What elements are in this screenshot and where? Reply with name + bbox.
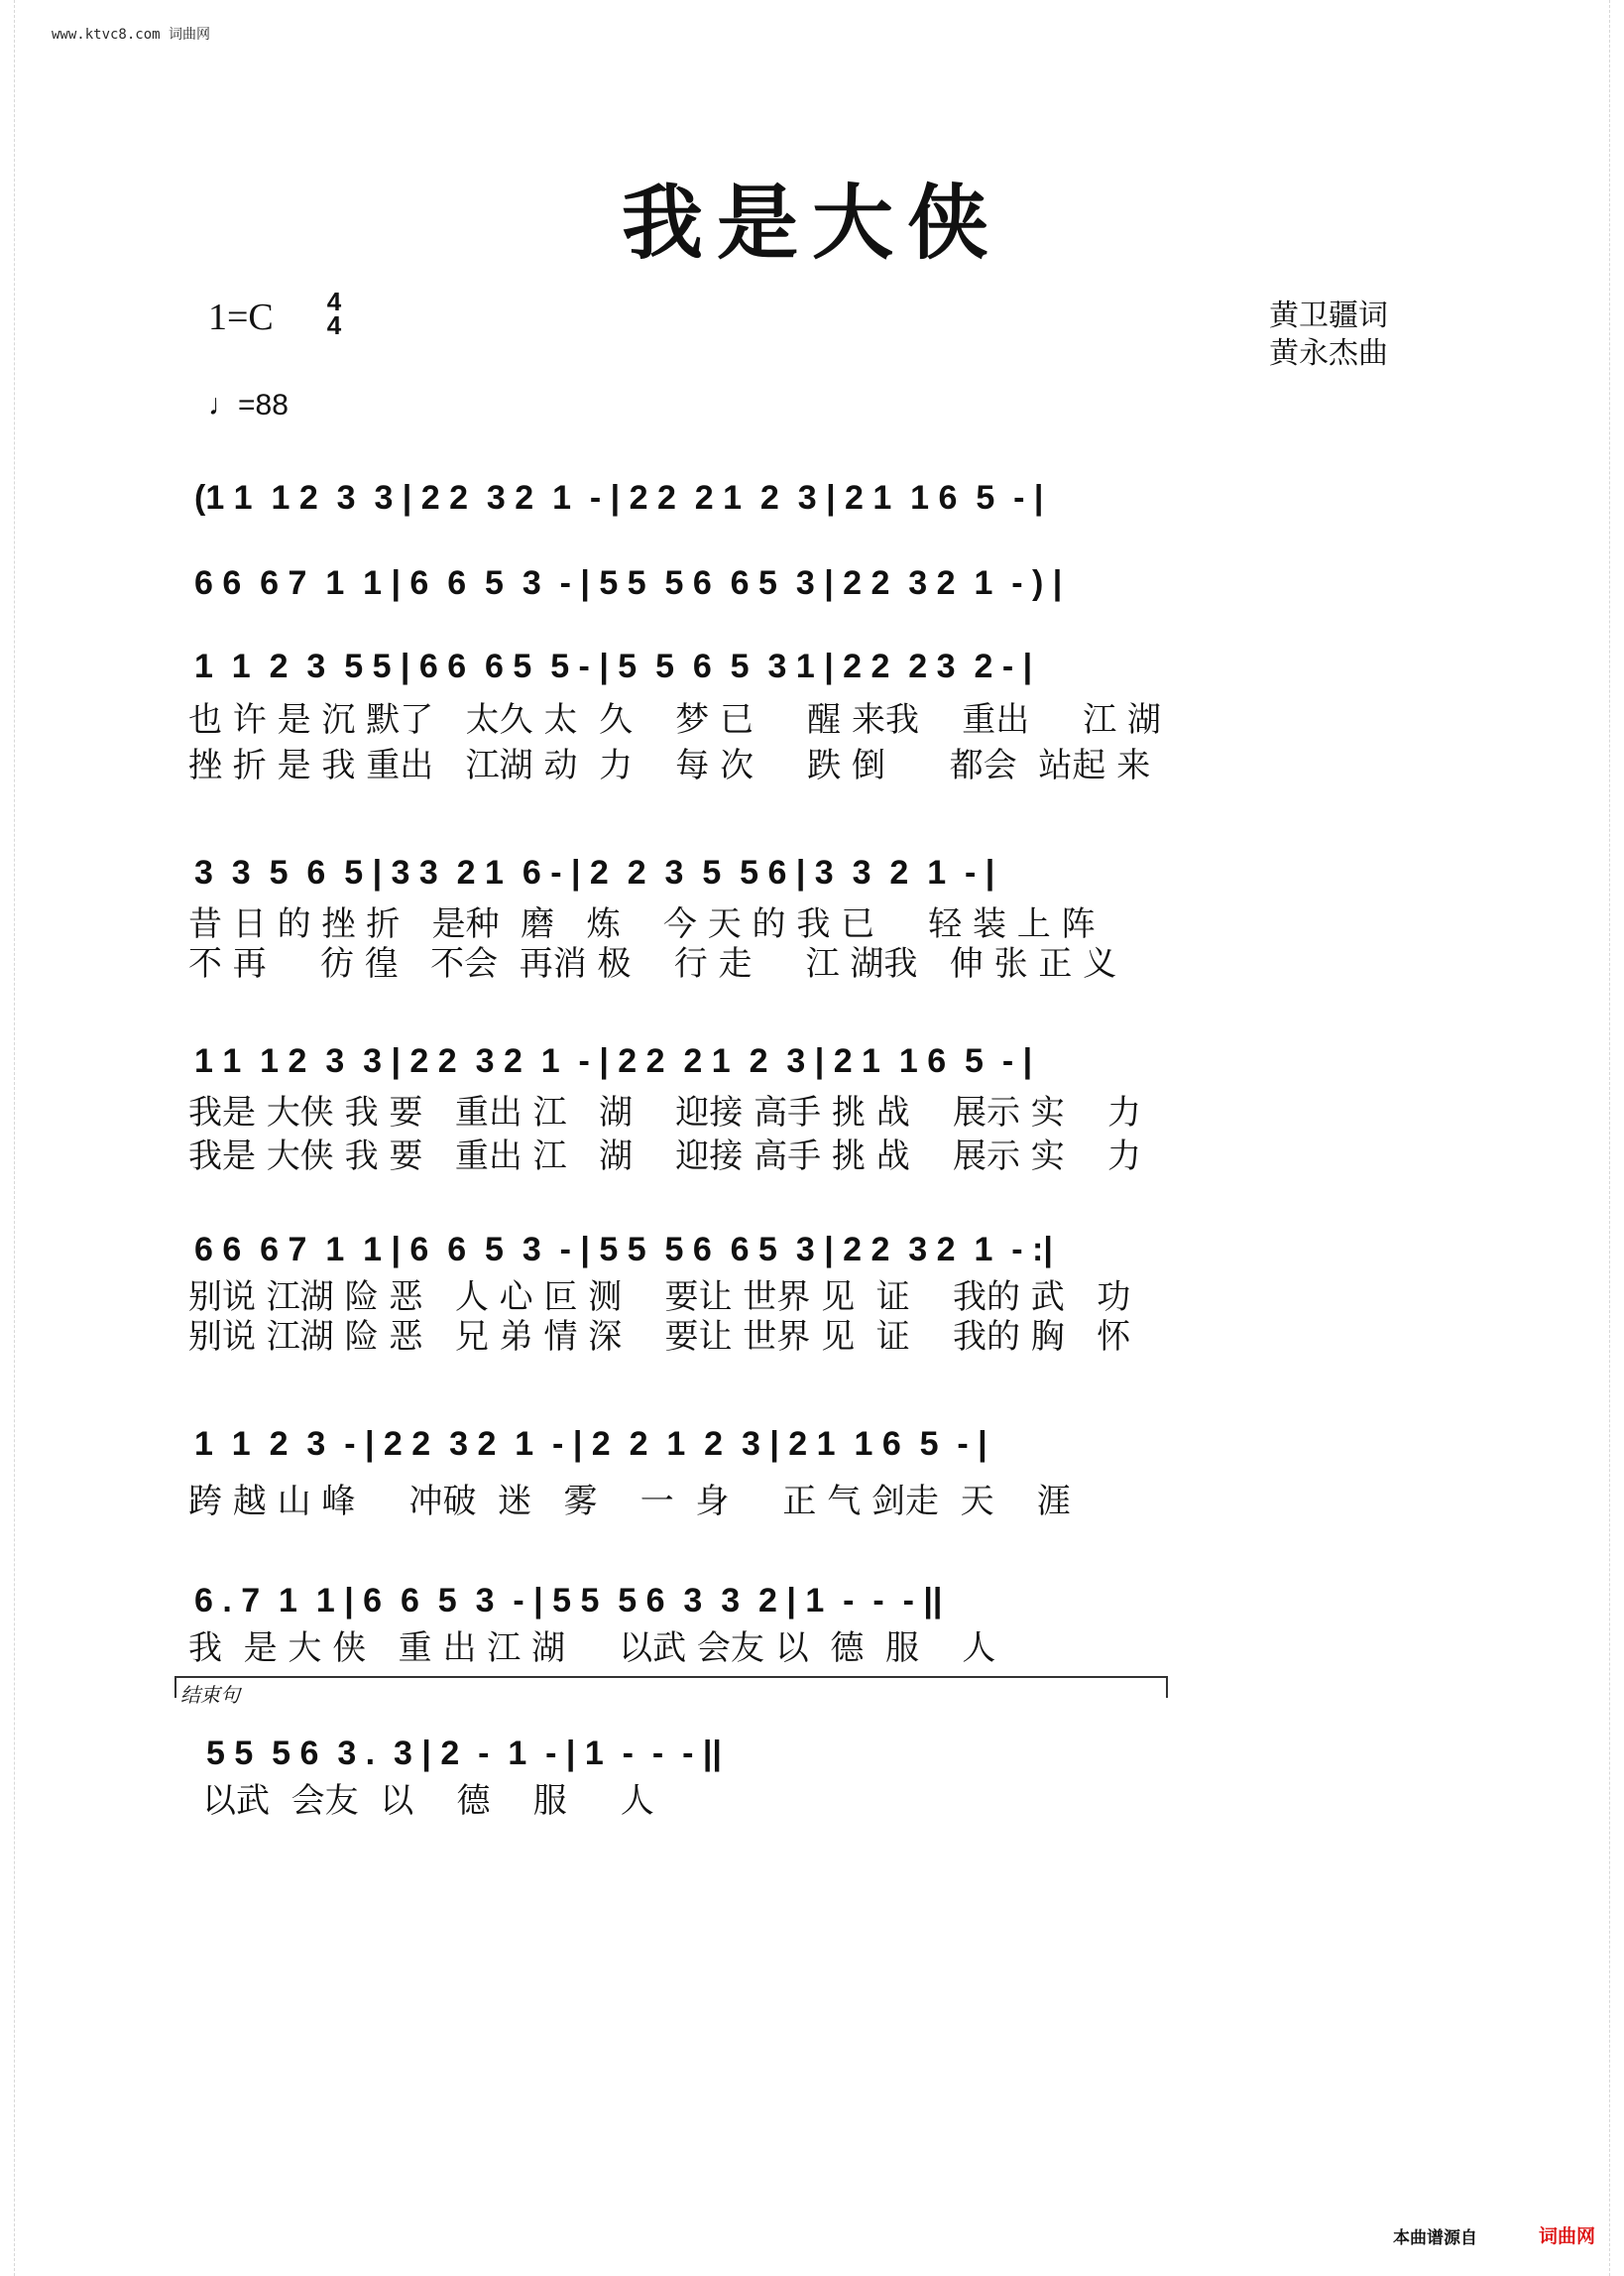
notation-line: 6 6 6 7 1 1 | 6 6 5 3 - | 5 5 5 6 6 5 3 | 2 2 3 2 1 - :| — [194, 1231, 1053, 1268]
lyric-line-1: 昔 日 的 挫 折 是种 磨 炼 今 天 的 我 已 轻 装 上 阵 — [188, 904, 1096, 944]
credits — [1269, 298, 1388, 373]
notation-line: 3 3 5 6 5 | 3 3 2 1 6 - | 2 2 3 5 5 6 | 3 3 2 1 - | — [194, 854, 995, 892]
ending-label: 结束句 — [180, 1683, 240, 1707]
time-signature-bottom: 4 — [326, 310, 342, 340]
lyric-line-2: 我是 大侠 我 要 重出 江 湖 迎接 高手 挑 战 展示 实 力 — [188, 1137, 1141, 1176]
ending-bracket — [174, 1676, 1168, 1698]
lyric-line-1: 跨 越 山 峰 冲破 迷 雾 一 身 正 气 剑走 天 涯 — [188, 1482, 1071, 1521]
lyric-line-1: 我 是 大 侠 重 出 江 湖 以武 会友 以 德 服 人 — [188, 1628, 996, 1668]
lyric-line-1: 别说 江湖 险 恶 人 心 叵 测 要让 世界 见 证 我的 武 功 — [188, 1277, 1131, 1317]
song-title: 我是大侠 — [621, 176, 1002, 271]
key-signature: 1=C — [208, 297, 274, 338]
lyric-line-2: 挫 折 是 我 重出 江湖 动 力 每 次 跌 倒 都会 站起 来 — [188, 746, 1151, 785]
left-margin-strip — [0, 0, 15, 2276]
footer-source-text: 本曲谱源自 — [1393, 2228, 1477, 2248]
notation-line: 6 6 6 7 1 1 | 6 6 5 3 - | 5 5 5 6 6 5 3 | 2 2 3 2 1 - ) | — [194, 564, 1063, 602]
notation-line: 1 1 1 2 3 3 | 2 2 3 2 1 - | 2 2 2 1 2 3 | 2 1 1 6 5 - | — [194, 1042, 1033, 1080]
composer-credit: 黄永杰曲 — [1269, 336, 1388, 371]
time-signature — [319, 287, 349, 340]
footer-brand-link[interactable]: 词曲网 — [1539, 2225, 1596, 2247]
tempo-marking: ♩=88 — [208, 389, 289, 421]
lyric-line-1: 也 许 是 沉 默了 太久 太 久 梦 已 醒 来我 重出 江 湖 — [188, 700, 1162, 740]
lyric-line-1: 我是 大侠 我 要 重出 江 湖 迎接 高手 挑 战 展示 实 力 — [188, 1093, 1141, 1133]
notation-line: 5 5 5 6 3 . 3 | 2 - 1 - | 1 - - - || — [206, 1735, 722, 1772]
site-watermark: www.ktvc8.com 词曲网 — [52, 27, 211, 43]
notation-line: (1 1 1 2 3 3 | 2 2 3 2 1 - | 2 2 2 1 2 3 | 2 1 1 6 5 - | — [194, 479, 1044, 517]
lyric-line-2: 别说 江湖 险 恶 兄 弟 情 深 要让 世界 见 证 我的 胸 怀 — [188, 1317, 1131, 1357]
notation-line: 1 1 2 3 - | 2 2 3 2 1 - | 2 2 1 2 3 | 2 1 1 6 5 - | — [194, 1425, 987, 1463]
lyric-line-2: 不 再 彷 徨 不会 再消 极 行 走 江 湖我 伸 张 正 义 — [188, 944, 1117, 984]
notation-line: 6 . 7 1 1 | 6 6 5 3 - | 5 5 5 6 3 3 2 | 1 - - - || — [194, 1582, 943, 1619]
notation-line: 1 1 2 3 5 5 | 6 6 6 5 5 - | 5 5 6 5 3 1 | 2 2 2 3 2 - | — [194, 648, 1033, 685]
lyric-line-1: 以武 会友 以 德 服 人 — [202, 1781, 654, 1821]
lyricist-credit: 黄卫疆词 — [1269, 299, 1388, 333]
time-signature-top: 4 — [326, 287, 342, 316]
